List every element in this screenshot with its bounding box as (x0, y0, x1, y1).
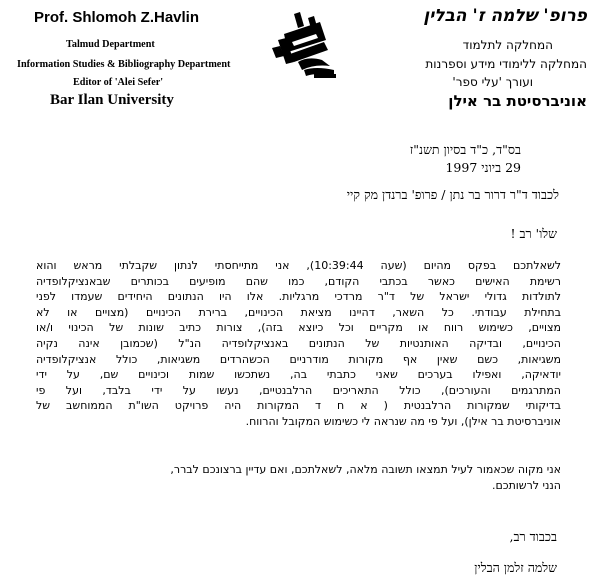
letterhead-english-university: Bar Ilan University (50, 92, 174, 108)
letterhead-english-department: Talmud Department (66, 39, 155, 50)
letterhead-english-name: Prof. Shlomoh Z.Havlin (34, 9, 200, 26)
letterhead-english-department-2: Information Studies & Bibliography Department (17, 59, 231, 70)
letter-body (36, 258, 561, 430)
letterhead-hebrew-editor: ועורך 'עלי ספר' (452, 75, 533, 89)
body-line: לשאלתכם בפקס מהיום (שעה 10:39:44), אני מתייחסתי לנתון שקבלתי מראש והוא (36, 259, 561, 272)
body-line: מצויים, כשימוש רווח או מקריים וכל כיוצא בזה), צורות כתיב שונות של הכינוי ו/או (36, 321, 561, 335)
letterhead-hebrew-department: המחלקה לתלמוד (462, 38, 553, 52)
body-line: המתרגמים והעורכים), כולל התאריכים הרלבנטיים, נעשו על ידי בלבד, ועל פי (36, 383, 561, 397)
letter-closing (36, 462, 561, 493)
letterhead-hebrew-university: אוניברסיטת בר אילן (448, 92, 587, 110)
closing-line: הנני לרשותכם. (491, 478, 561, 492)
body-line: הכינויים, ובדיקה האותנטיות של הנתונים באנציקלופדיה הנ"ל (שכמובן אינה נקיה (36, 336, 561, 350)
body-line: רשימת האישים כאשר בכתבי הקודם, כמו שהם מופיעים בכותרים שבאנציקלופדיה (36, 274, 561, 288)
letterhead-hebrew-department-2: המחלקה ללימודי מידע וספרנות (425, 57, 587, 71)
letterhead-english-editor: Editor of 'Alei Sefer' (73, 77, 164, 88)
bar-ilan-logo-icon (264, 10, 340, 80)
letterhead-hebrew-name: פרופ' שלמה ז' הבלין (423, 6, 587, 26)
body-line: אוניברסיטת בר אילן), ועל פי מה שנראה לי כשימוש המקובל והרווח. (245, 414, 561, 428)
body-line: בדיקותי שמקורות הרלבנטית ( א ח ד המקורות היה פרויקט השו"ת הממוחשב של (36, 399, 561, 413)
date-hebrew: בס"ד, כ"ד בסיון תשנ"ז (409, 142, 521, 157)
greeting: שלו' רב ! (510, 226, 557, 241)
recipient-line: לכבוד ד"ר דרור בר נתן / פרופ' ברנדן מק קיי (346, 187, 559, 202)
body-line: יודאיקה, ואפילו בערכים שאני כתבתי בה, נשתכשו שמות וכינויים שם, על ידי (36, 368, 561, 382)
closing-line: אני מקוה שכאמור לעיל תמצאו תשובה מלאה, לשאלתכם, ואם עדיין ברצונכם לברר, (170, 463, 561, 476)
date-gregorian: 29 ביוני 1997 (445, 160, 521, 175)
body-line: בתחילת עבודתי. כל השאר, דהיינו מציאת הכינויים, ברירת הכינויים (מצויים או לא (36, 305, 561, 319)
body-line: משגיאות, כשם שאין אף מקורות מודרניים הכשהרדים משגיאות, כולל אנציקלופדיה (36, 352, 561, 366)
body-line: לתולדות גדולי ישראל של ד"ר מרדכי מרגליות. אלו היו הנתונים היחידים שעמדו לפני (36, 290, 561, 304)
signature-respect: בכבוד רב, (509, 529, 557, 544)
signature-name: שלמה זלמן הבלין (474, 560, 557, 575)
